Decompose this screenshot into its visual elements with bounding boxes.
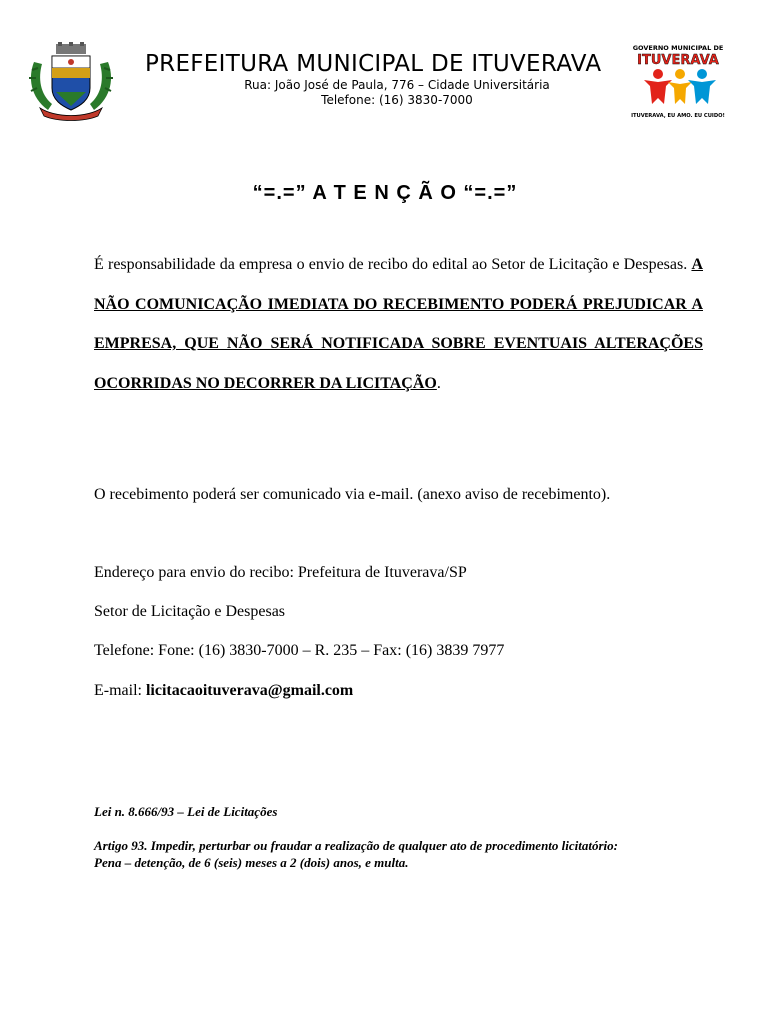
coat-of-arms-icon: [26, 42, 116, 122]
law-article: Artigo 93. Impedir, perturbar ou fraudar a realização de qualquer ato de procedimento licitatório:: [94, 838, 618, 853]
phone-line: Telefone: Fone: (16) 3830-7000 – R. 235 – Fax: (16) 3839 7977: [94, 642, 505, 659]
receipt-line: O recebimento poderá ser comunicado via e-mail. (anexo aviso de recebimento).: [94, 486, 611, 503]
page-title: PREFEITURA MUNICIPAL DE ITUVERAVA: [145, 51, 602, 77]
law-title: Lei n. 8.666/93 – Lei de Licitações: [94, 804, 278, 819]
email-label: E-mail:: [94, 682, 146, 699]
logo-top-text: GOVERNO MUNICIPAL DE: [632, 44, 724, 52]
logo-name: ITUVERAVA: [637, 53, 719, 68]
government-logo-icon: [630, 42, 726, 120]
warning-text: A NÃO COMUNICAÇÃO IMEDIATA DO RECEBIMENTO PODERÁ PREJUDICAR A EMPRESA, QUE NÃO SERÁ NOTIFICADA SOBRE EVENTUAIS ALTERAÇÕES OCORRIDAS NO DECORRER DA LICITAÇÃO: [94, 256, 703, 392]
logo-slogan: ITUVERAVA, EU AMO. EU CUIDO!: [631, 113, 725, 119]
law-penalty: Pena – detenção, de 6 (seis) meses a 2 (dois) anos, e multa.: [94, 855, 409, 870]
notice-title: “=.=” A T E N Ç Ã O “=.=”: [252, 182, 518, 204]
header-phone: Telefone: (16) 3830-7000: [321, 93, 473, 107]
sector-line: Setor de Licitação e Despesas: [94, 603, 286, 620]
paragraph-start: É responsabilidade da empresa o envio de recibo do edital ao Setor de Licitação e Despesas.: [94, 256, 692, 273]
notice-paragraph: [94, 245, 703, 403]
paragraph-end: .: [436, 374, 441, 392]
email-line: [94, 681, 353, 701]
email-address: licitacaoituverava@gmail.com: [145, 682, 354, 699]
address-line: Endereço para envio do recibo: Prefeitura de Ituverava/SP: [94, 564, 467, 581]
header-address: Rua: João José de Paula, 776 – Cidade Universitária: [244, 78, 550, 92]
